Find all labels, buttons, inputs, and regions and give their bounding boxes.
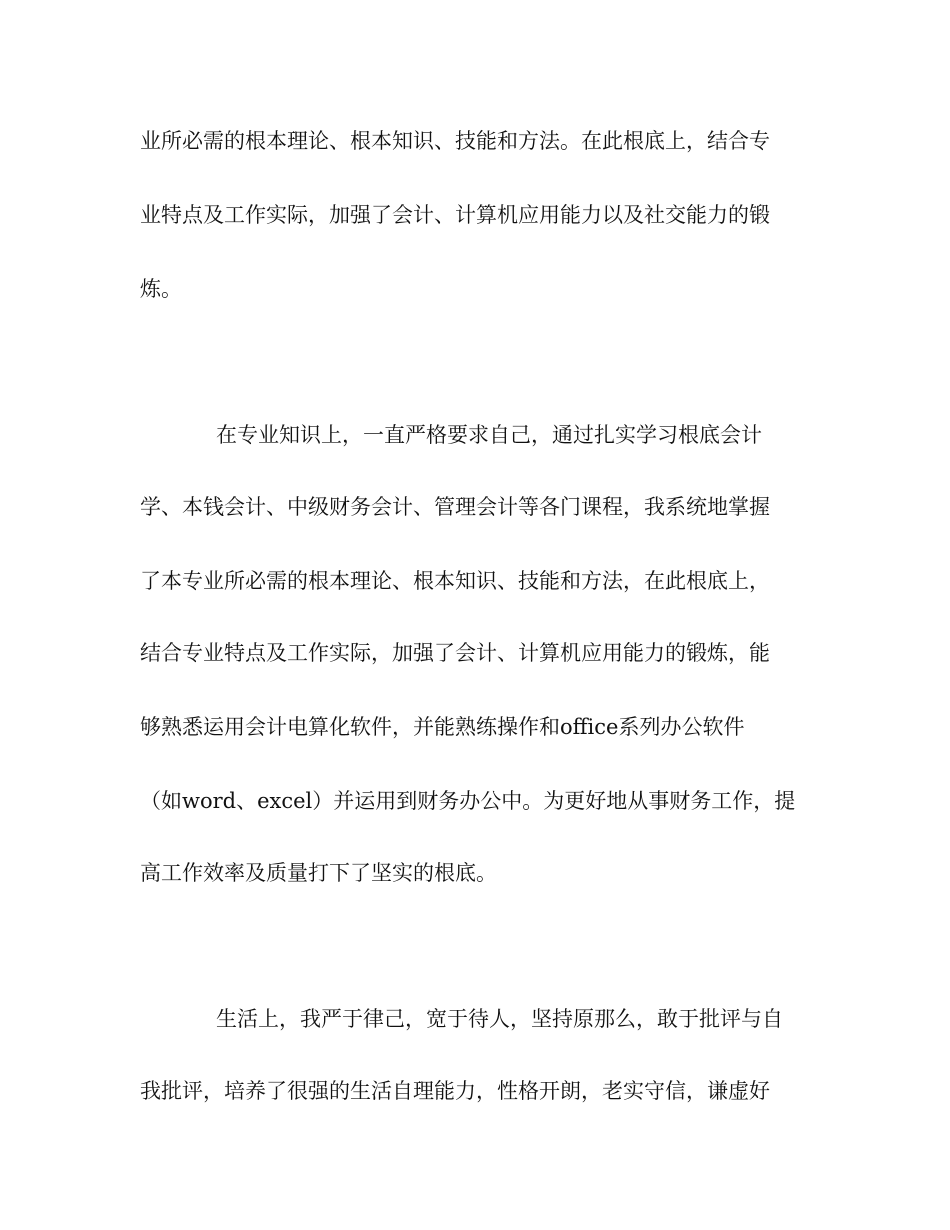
paragraph-line: 在专业知识上，一直严格要求自己，通过扎实学习根底会计 bbox=[216, 423, 762, 447]
paragraph-line: （如word、excel）并运用到财务办公中。为更好地从事财务工作，提 bbox=[140, 789, 796, 813]
paragraph-line: 高工作效率及质量打下了坚实的根底。 bbox=[140, 861, 497, 885]
paragraph-line: 我批评，培养了很强的生活自理能力，性格开朗，老实守信，谦虚好 bbox=[140, 1079, 770, 1103]
paragraph-line: 结合专业特点及工作实际，加强了会计、计算机应用能力的锻炼，能 bbox=[140, 641, 770, 665]
paragraph-line: 了本专业所必需的根本理论、根本知识、技能和方法，在此根底上， bbox=[140, 569, 770, 593]
paragraph-line: 生活上，我严于律己，宽于待人，坚持原那么，敢于批评与自 bbox=[216, 1007, 783, 1031]
paragraph-line: 炼。 bbox=[140, 277, 182, 301]
paragraph-line: 业所必需的根本理论、根本知识、技能和方法。在此根底上，结合专 bbox=[140, 129, 770, 153]
paragraph-line: 学、本钱会计、中级财务会计、管理会计等各门课程，我系统地掌握 bbox=[140, 495, 770, 519]
paragraph-line: 业特点及工作实际，加强了会计、计算机应用能力以及社交能力的锻 bbox=[140, 203, 770, 227]
paragraph-line: 够熟悉运用会计电算化软件，并能熟练操作和office系列办公软件 bbox=[140, 715, 745, 739]
